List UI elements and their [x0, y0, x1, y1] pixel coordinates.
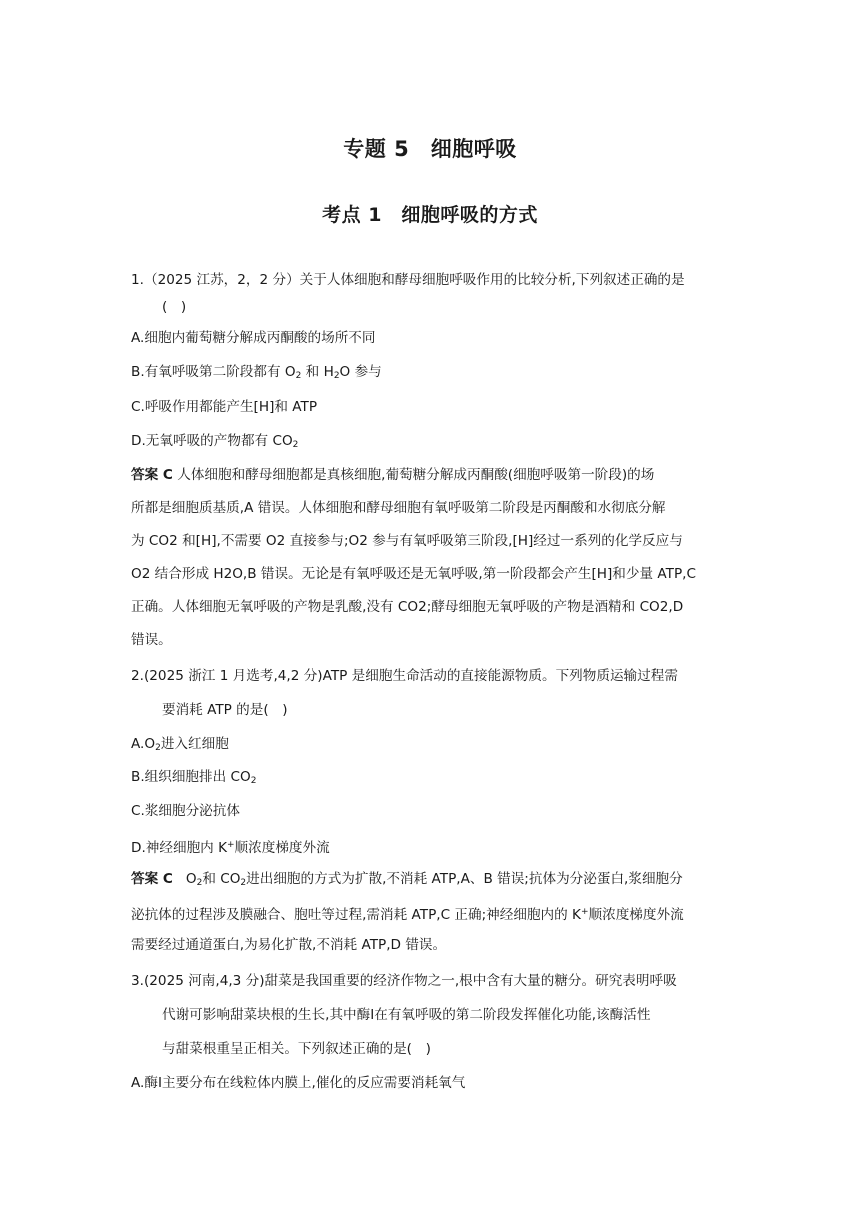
question-2-stem-line2: 要消耗 ATP 的是( )	[162, 702, 288, 718]
question-3-stem-line3: 与甜菜根重呈正相关。下列叙述正确的是( )	[162, 1041, 431, 1057]
question-3-stem-line2: 代谢可影响甜菜块根的生长,其中酶Ⅰ在有氧呼吸的第二阶段发挥催化功能,该酶活性	[162, 1007, 651, 1023]
question-1-stem-line2: ( )	[162, 299, 187, 315]
question-2-option-a: $A.O_2$进入红细胞	[131, 736, 229, 753]
question-1-option-c: C.呼吸作用都能产生[H]和 ATP	[131, 399, 318, 415]
question-2-explanation-line3: 需要经过通道蛋白,为易化扩散,不消耗 ATP,D 错误。	[131, 937, 447, 953]
question-1-option-a: A.细胞内葡萄糖分解成丙酮酸的场所不同	[131, 330, 376, 346]
question-1-option-d: D.无氧呼吸的产物都有 $CO_2$	[131, 433, 299, 450]
question-3-option-a: A.酶Ⅰ主要分布在线粒体内膜上,催化的反应需要消耗氧气	[131, 1075, 466, 1091]
chapter-title: 专题 5 细胞呼吸	[343, 137, 517, 161]
question-1-explanation-line5: 正确。人体细胞无氧呼吸的产物是乳酸,没有 CO2;酵母细胞无氧呼吸的产物是酒精和 CO2,D	[131, 599, 684, 615]
answer-label: 答案 C	[131, 467, 173, 483]
question-2-option-c: C.浆细胞分泌抗体	[131, 803, 240, 819]
question-2-option-d: D.神经细胞内 K+顺浓度梯度外流	[131, 840, 330, 856]
question-1-option-b: B.有氧呼吸第二阶段都有 $O_2$ 和 $H_2O$ 参与	[131, 364, 382, 381]
section-title: 考点 1 细胞呼吸的方式	[322, 204, 538, 226]
question-2-stem-line1: 2.(2025 浙江 1 月选考,4,2 分)ATP 是细胞生命活动的直接能源物质。下列物质运输过程需	[131, 668, 678, 684]
question-3-stem-line1: 3.(2025 河南,4,3 分)甜菜是我国重要的经济作物之一,根中含有大量的糖分。研究表明呼吸	[131, 973, 677, 989]
question-2-option-b: B.组织细胞排出 $CO_2$	[131, 769, 257, 786]
question-1-stem-line1: 1.（2025 江苏，2，2 分）关于人体细胞和酵母细胞呼吸作用的比较分析,下列叙述正确的是	[131, 272, 685, 288]
answer-label: 答案 C	[131, 871, 173, 887]
question-1-explanation-line4: O2 结合形成 H2O,B 错误。无论是有氧呼吸还是无氧呼吸,第一阶段都会产生[H]和少量 ATP,C	[131, 566, 696, 582]
question-1-explanation-line6: 错误。	[131, 632, 172, 648]
question-1-explanation-line1: 答案 C 人体细胞和酵母细胞都是真核细胞,葡萄糖分解成丙酮酸(细胞呼吸第一阶段)的场	[131, 467, 655, 483]
question-2-explanation-line1: 答案 C $O_2$和 $CO_2$进出细胞的方式为扩散,不消耗 ATP,A、B 错误;抗体为分泌蛋白,浆细胞分	[131, 871, 683, 888]
question-2-explanation-line2: 泌抗体的过程涉及膜融合、胞吐等过程,需消耗 ATP,C 正确;神经细胞内的 K+顺浓度梯度外流	[131, 907, 684, 923]
question-1-explanation-line3: 为 CO2 和[H],不需要 O2 直接参与;O2 参与有氧呼吸第三阶段,[H]经过一系列的化学反应与	[131, 533, 683, 549]
question-1-explanation-line2: 所都是细胞质基质,A 错误。人体细胞和酵母细胞有氧呼吸第二阶段是丙酮酸和水彻底分解	[131, 500, 666, 516]
